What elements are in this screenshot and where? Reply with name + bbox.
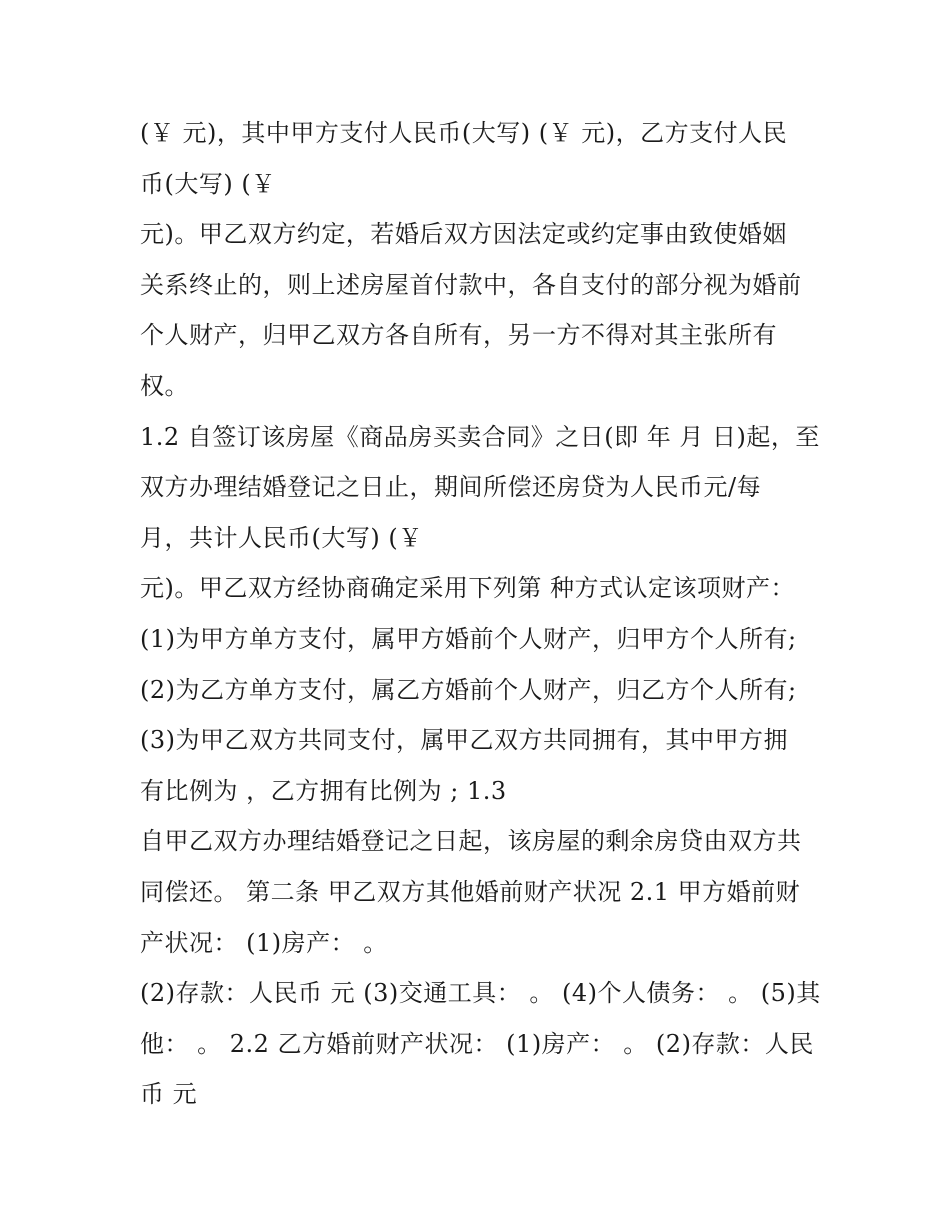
text-line-8: 双方办理结婚登记之日止，期间所偿还房贷为人民币元/每 [140, 473, 762, 502]
text-line-17: 产状况： (1)房产： 。 [140, 928, 388, 957]
text-line-20: 币 元 [140, 1080, 198, 1109]
text-line-1: (￥ 元)，其中甲方支付人民币(大写) (￥ 元)，乙方支付人民 [140, 119, 788, 147]
text-line-6: 权。 [140, 371, 189, 400]
text-line-3: 元)。甲乙双方约定，若婚后双方因法定或约定事由致使婚姻 [140, 220, 787, 249]
text-line-19: 他： 。 2.2 乙方婚前财产状况： (1)房产： 。 (2)存款：人民 [140, 1029, 814, 1058]
text-line-2: 币(大写) (￥ [140, 169, 276, 198]
text-line-9: 月，共计人民币(大写) (￥ [140, 523, 423, 552]
text-line-12: (2)为乙方单方支付，属乙方婚前个人财产，归乙方个人所有; [140, 675, 797, 704]
text-line-18: (2)存款：人民币 元 (3)交通工具： 。 (4)个人债务： 。 (5)其 [140, 979, 821, 1008]
text-line-11: (1)为甲方单方支付，属甲方婚前个人财产，归甲方个人所有; [140, 624, 797, 653]
text-line-16: 同偿还。 第二条 甲乙双方其他婚前财产状况 2.1 甲方婚前财 [140, 877, 801, 906]
body-text [140, 108, 830, 1120]
text-line-5: 个人财产，归甲乙双方各自所有，另一方不得对其主张所有 [140, 321, 777, 350]
text-line-10: 元)。甲乙双方经协商确定采用下列第 种方式认定该项财产： [140, 574, 795, 603]
text-line-15: 自甲乙双方办理结婚登记之日起，该房屋的剩余房贷由双方共 [140, 827, 802, 856]
text-line-7: 1.2 自签订该房屋《商品房买卖合同》之日(即 年 月 日)起，至 [140, 422, 820, 451]
text-line-14: 有比例为 ，乙方拥有比例为 ; 1.3 [140, 776, 507, 805]
text-line-4: 关系终止的，则上述房屋首付款中，各自支付的部分视为婚前 [140, 270, 802, 299]
text-line-13: (3)为甲乙双方共同支付，属甲乙双方共同拥有，其中甲方拥 [140, 726, 788, 755]
